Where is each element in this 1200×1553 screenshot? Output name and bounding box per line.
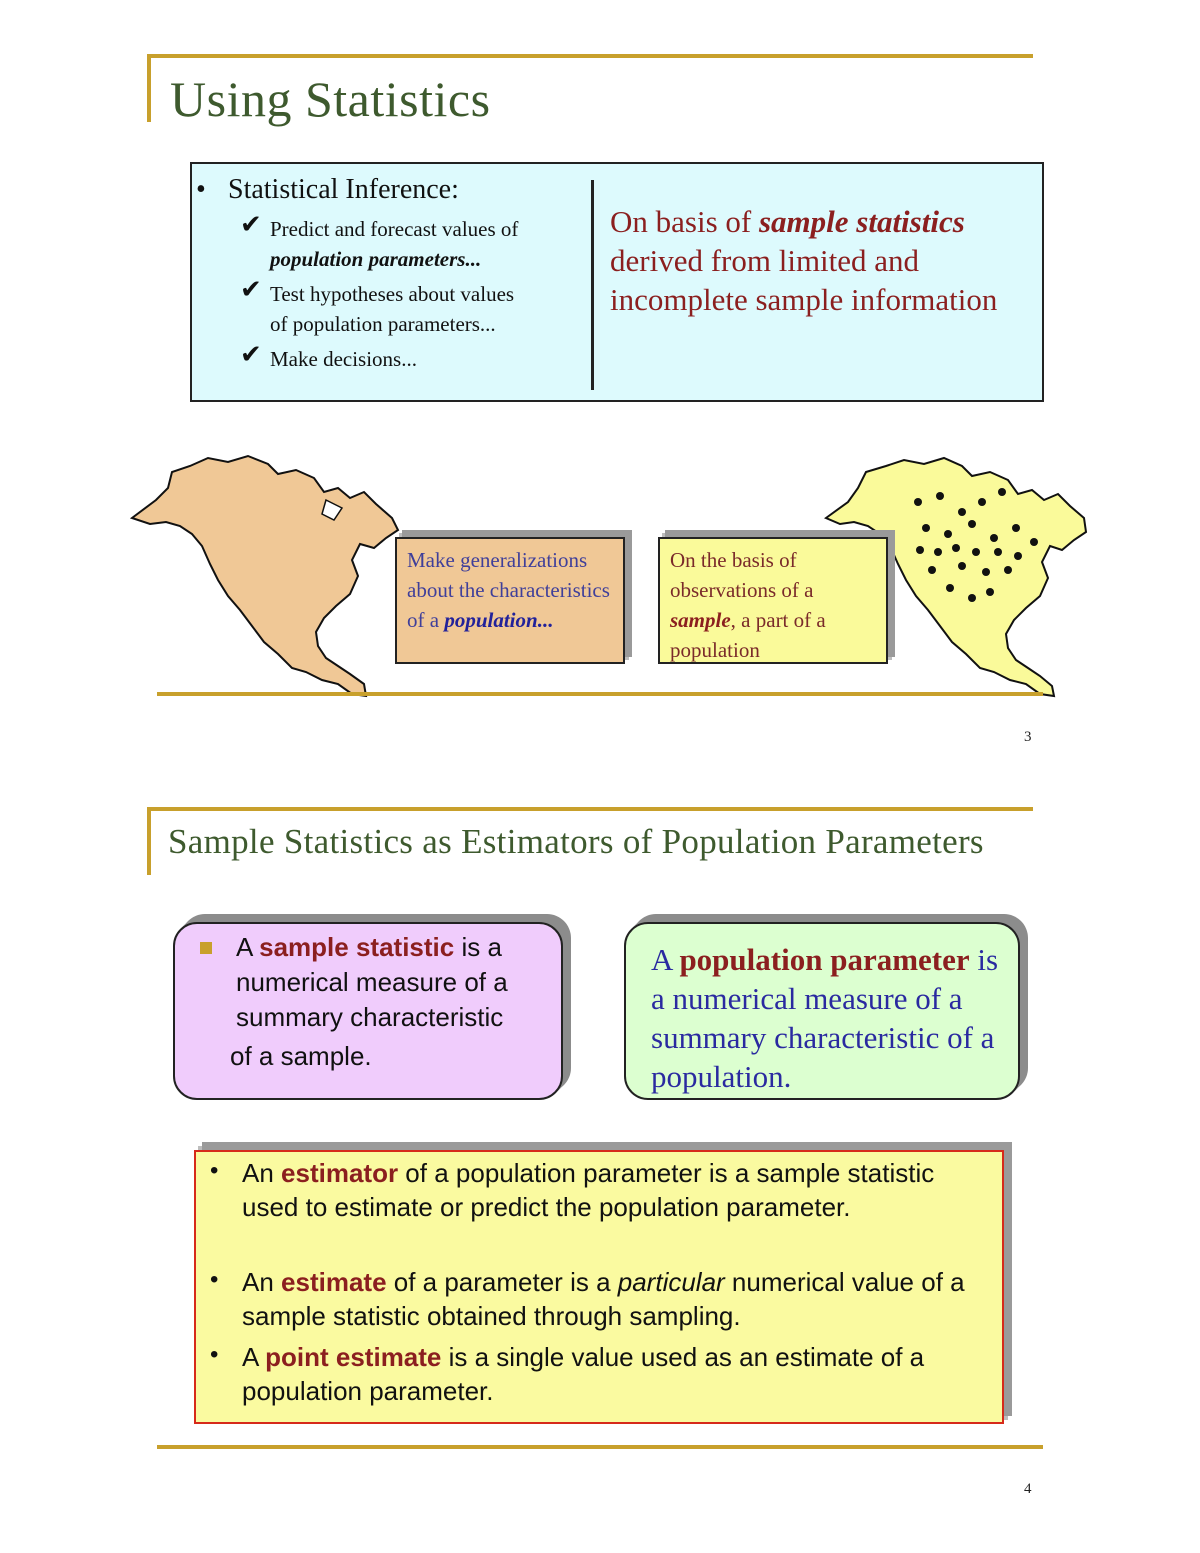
slide1-title: Using Statistics [170,71,491,127]
inference-item-line: Predict and forecast values of [270,217,519,241]
bullet-dot: • [210,1341,219,1368]
slide2-left-rule [147,807,151,875]
north-america-population-map [128,448,400,700]
slide1-bottom-rule [157,692,1043,696]
population-parameter-text [651,940,1011,1096]
sample-dot [952,544,960,552]
estimate-emph: estimate [281,1267,387,1297]
inference-heading-text: Statistical Inference: [228,174,459,205]
estimator-post: of a population parameter is a sample statistic used to estimate or predict the population parameter. [242,1158,935,1222]
population-parameter-post: is a numerical measure of a summary characteristic of a population. [651,942,999,1094]
point-estimate-emph: point estimate [265,1342,442,1372]
inference-item-line: of population parameters... [270,312,496,336]
sample-statistic-text [230,930,556,1074]
estimator-pre: An [242,1158,282,1188]
sample-dot [914,498,922,506]
page-number: 4 [1024,1481,1032,1497]
estimate-mid: of a parameter is a [386,1267,618,1297]
population-parameter-emph: population parameter [679,942,970,977]
page-number: 3 [1024,729,1032,745]
sample-dot [958,562,966,570]
basis-rest: derived from limited and incomplete sample information [610,243,998,317]
slide1-top-rule [147,54,1033,58]
sample-dot [936,492,944,500]
sample-dot [916,546,924,554]
slide2-bottom-rule [157,1445,1043,1449]
sample-statistic-pre: A [236,932,260,962]
estimate-post: numerical value of a sample statistic obtained through sampling. [242,1267,965,1331]
sample-dot [986,588,994,596]
sample-dot [958,508,966,516]
sample-dot [1004,566,1012,574]
inference-item-line: Make decisions... [270,347,417,371]
checkmark-icon: ✔ [240,340,262,370]
slide1-left-rule [147,54,151,122]
point-estimate-post: is a single value used as an estimate of a population parameter. [242,1342,925,1406]
bullet-dot: • [210,1157,219,1184]
estimate-definition [210,1265,982,1333]
sample-dot [998,488,1006,496]
population-landmass [132,456,398,696]
inference-item-predict [240,210,580,274]
sample-dot [968,594,976,602]
sample-dot [982,568,990,576]
square-bullet-icon [200,942,212,954]
population-parameter-pre: A [651,942,680,977]
population-note-text: Make generalizations about the characteristics of a [407,548,610,632]
bullet-dot: • [196,174,206,205]
basis-pre: On basis of [610,204,759,239]
sample-statistic-last: of a sample. [230,1041,372,1071]
sample-dot [922,524,930,532]
inference-item-emph: population parameters... [270,247,482,271]
slide2-title: Sample Statistics as Estimators of Population Parameters [168,822,984,861]
sample-note [658,537,888,664]
sample-dot [994,548,1002,556]
sample-dot [928,566,936,574]
sample-statistic-emph: sample statistic [259,932,455,962]
inference-heading [196,174,459,206]
slide2-top-rule [147,807,1033,811]
inference-item-decide [240,340,580,374]
sample-dot [944,530,952,538]
point-estimate-pre: A [242,1342,266,1372]
sample-dot [968,520,976,528]
estimate-pre: An [242,1267,282,1297]
sample-note-emph: sample [670,608,731,632]
sample-dot [990,534,998,542]
population-note [395,537,625,664]
sample-dot [946,584,954,592]
inference-item-line: Test hypotheses about values [270,282,515,306]
sample-dot [972,548,980,556]
sample-dot [934,548,942,556]
sample-dot [1012,524,1020,532]
estimate-italic: particular [617,1267,725,1297]
estimator-definition [210,1156,982,1224]
inference-item-test [240,275,580,339]
estimator-emph: estimator [281,1158,399,1188]
basis-emph: sample statistics [758,204,965,239]
sample-dot [1014,552,1022,560]
sample-dot [1030,538,1038,546]
sample-note-post: , a part of a population [670,608,826,662]
basis-text [610,202,1030,319]
bullet-dot: • [210,1266,219,1293]
point-estimate-definition [210,1340,982,1408]
checkmark-icon: ✔ [240,275,262,305]
inference-divider [591,180,594,390]
sample-note-pre: On the basis of observations of a [670,548,814,602]
sample-statistic-post: is a numerical measure of a summary characteristic [236,932,508,1032]
population-note-emph: population... [444,608,554,632]
checkmark-icon: ✔ [240,210,262,240]
sample-dot [978,498,986,506]
